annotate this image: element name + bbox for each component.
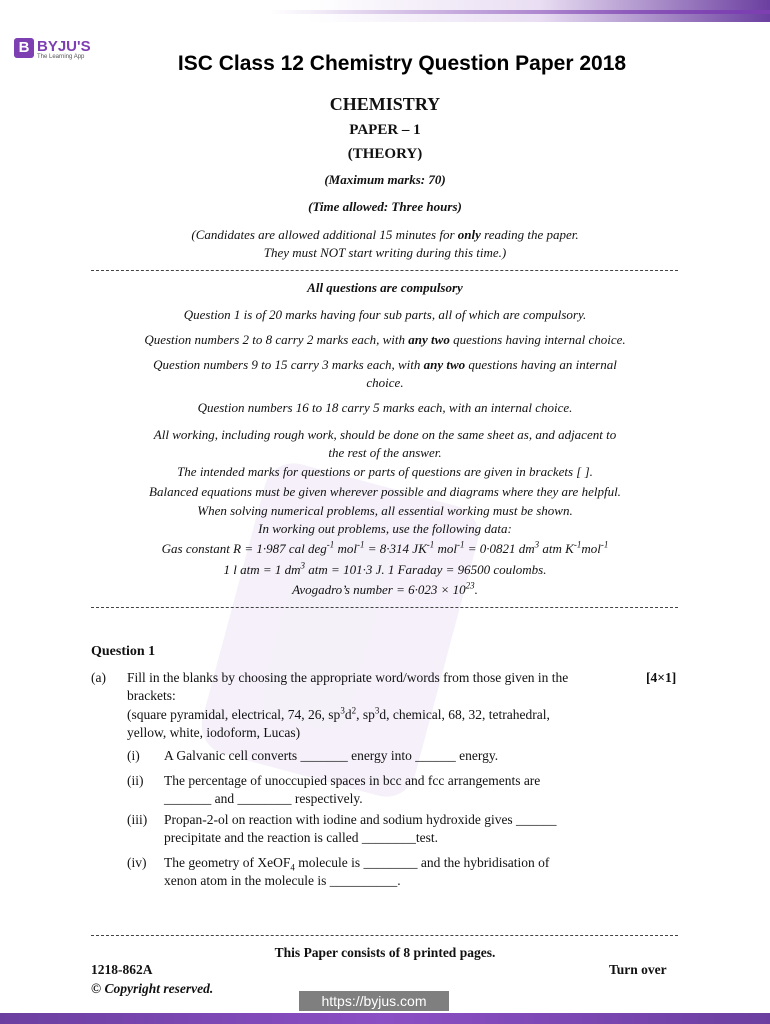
data-intro: In working out problems, use the following data: [258,521,512,536]
turn-over: Turn over [609,962,667,977]
blank-iii-number: (iii) [127,812,148,827]
page-count-note: This Paper consists of 8 printed pages. [274,945,496,960]
blank-ii-text-1: The percentage of unoccupied spaces in bcc and fcc arrangements are [164,773,541,788]
top-decorative-line [0,10,770,14]
instructions-heading: All questions are compulsory [307,280,463,295]
separator [91,607,678,608]
gas-constant: Gas constant R = 1·987 cal deg$^{-1}$ mol$^{-1}$ = 8·314 $JK^{-1}$ mol$^{-1}$ = 0·0821 $dm^3$ atm $K^{-1}mol^{-1}$ [161,539,609,556]
question-text-2: brackets: [127,688,176,703]
copyright: © Copyright reserved. [91,981,214,996]
blank-ii-number: (ii) [127,773,144,788]
subject-heading: CHEMISTRY [329,94,441,114]
atm-faraday: 1 l atm = 1 $dm^3$ atm = 101·3 J. 1 Faraday = 96500 coulombs. [223,560,547,577]
marks-note: The intended marks for questions or parts of questions are given in brackets [ ]. [177,464,593,479]
page-title: ISC Class 12 Chemistry Question Paper 2018 [177,52,627,75]
working-note-1: All working, including rough work, should be done on the same sheet as, and adjacent to [153,427,617,442]
bottom-decorative-band [0,1013,770,1024]
website-url: https://byjus.com [321,993,427,1009]
blank-iii-text-1: Propan-2-ol on reaction with iodine and sodium hydroxide gives ______ [164,812,557,827]
options-line-2: yellow, white, iodoform, Lucas) [127,725,301,740]
paper-heading: PAPER – 1 [349,122,421,138]
no-writing-note: They must NOT start writing during this time.) [263,245,507,260]
logo-tagline: The Learning App [37,54,85,60]
instruction-q9-15: Question numbers 9 to 15 carry 3 marks each, with any two questions having an internal [153,357,617,372]
working-note-2: the rest of the answer. [328,445,442,460]
question-text-1: Fill in the blanks by choosing the appropriate word/words from those given in the [127,670,569,685]
blank-iv-text-1: The geometry of XeOF$_4$ molecule is ________ and the hybridisation of [164,855,550,873]
instruction-q9-15-cont: choice. [366,375,404,390]
instruction-q1: Question 1 is of 20 marks having four sub parts, all of which are compulsory. [183,307,587,322]
avogadro-number: Avogadro’s number = $6\cdot 023 \times 10^{23}$. [292,580,478,597]
instruction-q16-18: Question numbers 16 to 18 carry 5 marks each, with an internal choice. [197,400,573,415]
question-part-label: (a) [91,670,106,685]
numerical-note: When solving numerical problems, all essential working must be shown. [197,503,573,518]
question-heading: Question 1 [91,644,156,659]
website-link[interactable] [299,991,449,1011]
paper-code: 1218-862A [91,962,153,977]
logo-name: BYJU'S [37,38,91,55]
separator [91,270,678,271]
separator [91,935,678,936]
instruction-q2-8: Question numbers 2 to 8 carry 2 marks each, with any two questions having internal choice. [144,332,626,347]
blank-iv-number: (iv) [127,855,147,870]
logo-icon: B [14,38,34,58]
blank-i-text: A Galvanic cell converts _______ energy into ______ energy. [164,748,499,763]
blank-ii-text-2: _______ and ________ respectively. [164,791,363,806]
reading-time-note: (Candidates are allowed additional 15 minutes for only reading the paper. [191,227,579,242]
time-allowed: (Time allowed: Three hours) [308,199,462,214]
options-line-1: (square pyramidal, electrical, 74, 26, $sp^3d^2$, $sp^3d$, chemical, 68, 32, tetrahedral, [127,705,550,722]
blank-i-number: (i) [127,748,140,763]
equations-note: Balanced equations must be given wherever possible and diagrams where they are helpful. [149,484,621,499]
question-marks: [4×1] [646,670,677,685]
blank-iv-text-2: xenon atom in the molecule is __________. [164,873,401,888]
max-marks: (Maximum marks: 70) [324,172,446,187]
blank-iii-text-2: precipitate and the reaction is called ________test. [164,830,439,845]
theory-heading: (THEORY) [347,146,423,162]
